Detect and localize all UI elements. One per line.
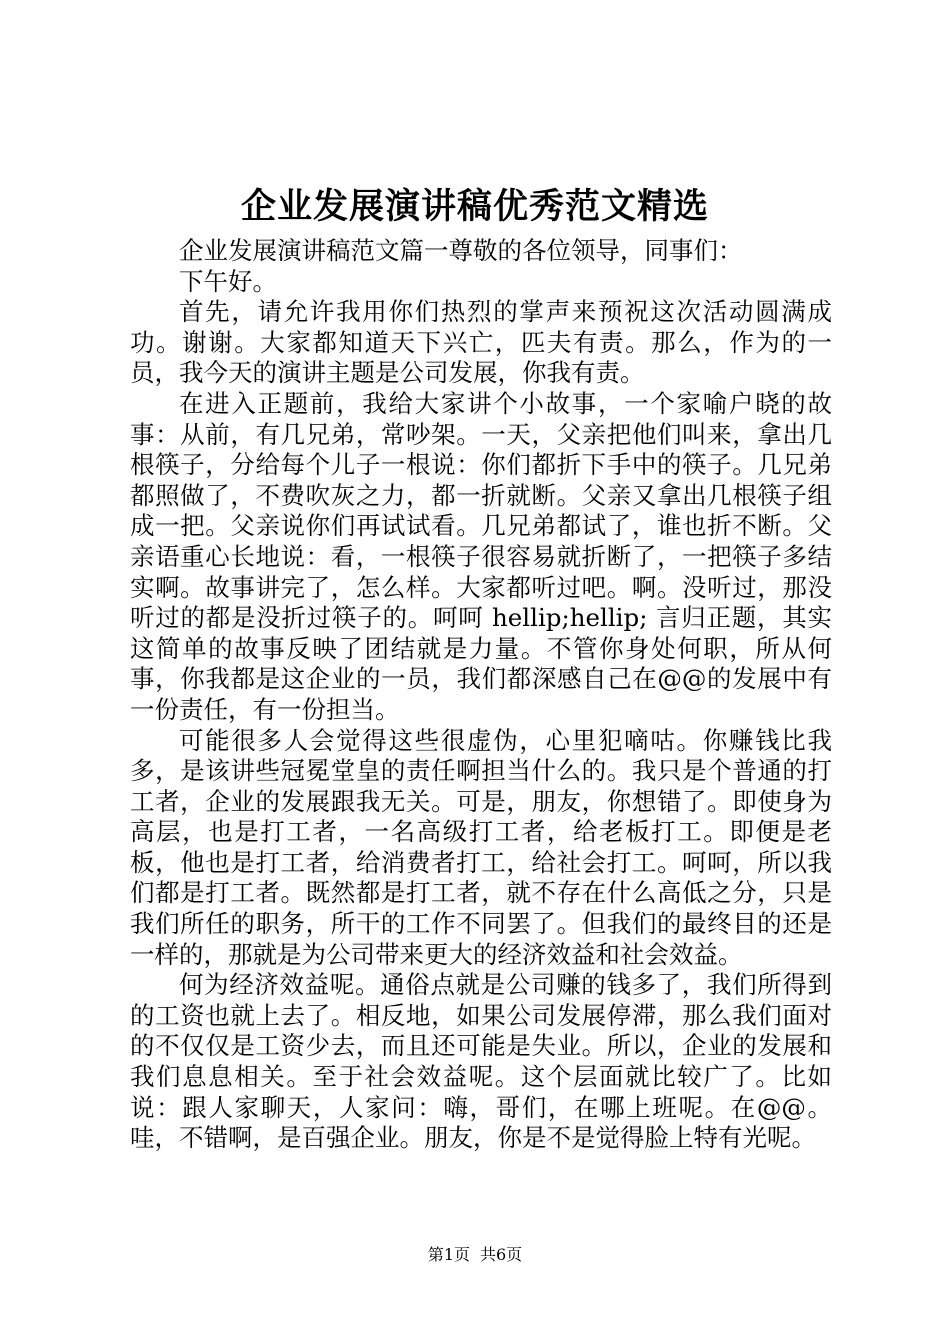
paragraph: 首先，请允许我用你们热烈的掌声来预祝这次活动圆满成功。谢谢。大家都知道天下兴亡，匹夫有责。那么，作为的一员，我今天的演讲主题是公司发展，你我有责。 [130,297,832,388]
page-footer [0,1244,950,1266]
paragraph: 企业发展演讲稿范文篇一尊敬的各位领导，同事们： [179,236,743,265]
paragraph: 可能很多人会觉得这些很虚伪，心里犯嘀咕。你赚钱比我多，是该讲些冠冕堂皇的责任啊担当什么的。我只是个普通的打工者，企业的发展跟我无关。可是，朋友，你想错了。即使身为高层，也是打工者，一名高级打工者，给老板打工。即便是老板，他也是打工者，给消费者打工，给社会打工。呵呵，所以我们都是打工者。既然都是打工者，就不存在什么高低之分，只是我们所任的职务，所干的工作不同罢了。但我们的最终目的还是一样的，那就是为公司带来更大的经济效益和社会效益。 [130,725,832,969]
page-number: 第1页 [427,1245,470,1264]
paragraph: 下午好。 [179,266,277,296]
paragraph: 何为经济效益呢。通俗点就是公司赚的钱多了，我们所得到的工资也就上去了。相反地，如果公司发展停滞，那么我们面对的不仅仅是工资少去，而且还可能是失业。所以，企业的发展和我们息息相关。至于社会效益呢。这个层面就比较广了。比如说：跟人家聊天，人家问：嗨，哥们，在哪上班呢。在@@。哇，不错啊，是百强企业。朋友，你是不是觉得脸上特有光呢。 [130,970,832,1153]
paragraph: 在进入正题前，我给大家讲个小故事，一个家喻户晓的故事：从前，有几兄弟，常吵架。一天，父亲把他们叫来，拿出几根筷子，分给每个儿子一根说：你们都折下手中的筷子。几兄弟都照做了，不费吹灰之力，都一折就断。父亲又拿出几根筷子组成一把。父亲说你们再试试看。几兄弟都试了，谁也折不断。父亲语重心长地说：看，一根筷子很容易就折断了，一把筷子多结实啊。故事讲完了，怎么样。大家都听过吧。啊。没听过，那没听过的都是没折过筷子的。呵呵 hellip;hellip; 言归正题，其实这简单的故事反映了团结就是力量。不管你身处何职，所从何事，你我都是这企业的一员，我们都深感自己在@@的发展中有一份责任，有一份担当。 [130,388,832,724]
page-total: 共6页 [480,1245,523,1264]
document-body [130,236,832,1154]
document-title: 企业发展演讲稿优秀范文精选 [240,186,709,227]
